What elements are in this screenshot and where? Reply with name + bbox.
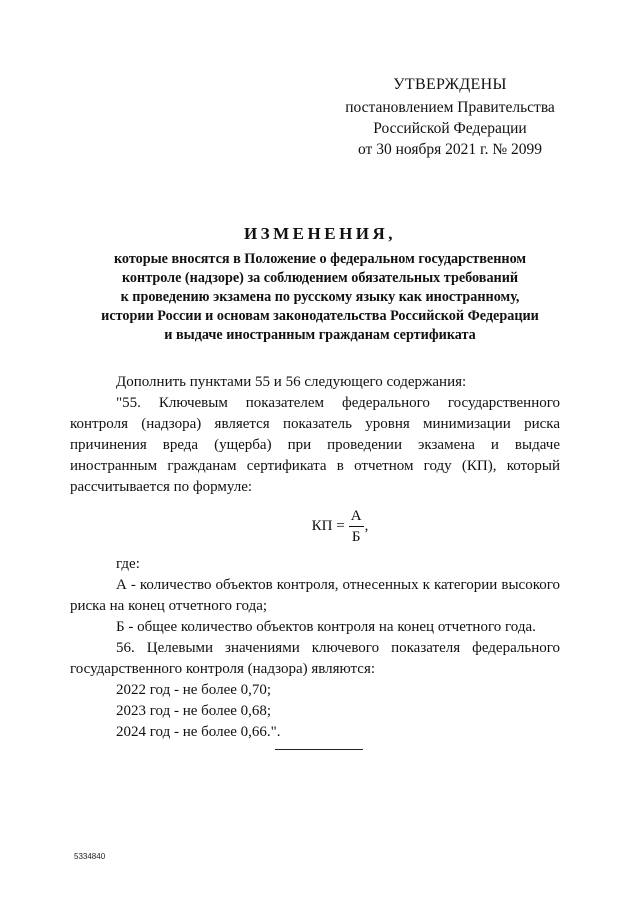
formula-fraction [349,507,364,546]
target-2023: 2023 год - не более 0,68; [116,703,272,719]
target-2022: 2022 год - не более 0,70; [116,682,272,698]
paragraph-56: 56. Целевыми значениями ключевого показателя федерального государственного контроля (надзора) являются: [70,640,560,677]
definition-b: Б - общее количество объектов контроля на конец отчетного года. [116,619,536,635]
formula [120,502,560,550]
paragraph-55: "55. Ключевым показателем федерального государственного контроля (надзора) является показатель уровня минимизации риска причинения вреда (ущерба) при проведении экзамена и выдаче иностранным гражданам сертификата в отчетном году (КП), который рассчитывается по формуле: [70,395,560,495]
end-separator-line [275,749,363,750]
target-2024: 2024 год - не более 0,66.". [116,724,281,740]
intro-paragraph: Дополнить пунктами 55 и 56 следующего содержания: [116,374,467,390]
footer-document-code: 5334840 [74,852,106,861]
formula-denominator: Б [351,528,361,545]
subtitle-line: и выдаче иностранным гражданам сертификата [164,327,476,343]
approval-line-1: постановлением Правительства [345,99,555,116]
subtitle-line: контроле (надзоре) за соблюдением обязательных требований [121,270,519,286]
subtitle-line: к проведению экзамена по русскому языку как иностранному, [120,289,520,305]
document-subtitle [60,250,580,345]
subtitle-line: которые вносятся в Положение о федеральном государственном [113,251,527,267]
definition-a: А - количество объектов контроля, отнесенных к категории высокого риска на конец отчетного года; [70,577,560,614]
subtitle-line: истории России и основам законодательства Российской Федерации [101,308,539,324]
approval-line-3: от 30 ноября 2021 г. № 2099 [358,141,542,158]
formula-numerator: А [349,507,364,527]
approval-line-2: Российской Федерации [373,120,527,137]
where-label: где: [116,556,140,572]
formula-comma: , [364,517,369,534]
document-title: ИЗМЕНЕНИЯ, [243,224,397,243]
document-body [70,372,560,743]
formula-lhs: КП = [311,517,345,534]
approval-title: УТВЕРЖДЕНЫ [393,76,507,93]
approval-block [330,74,570,160]
